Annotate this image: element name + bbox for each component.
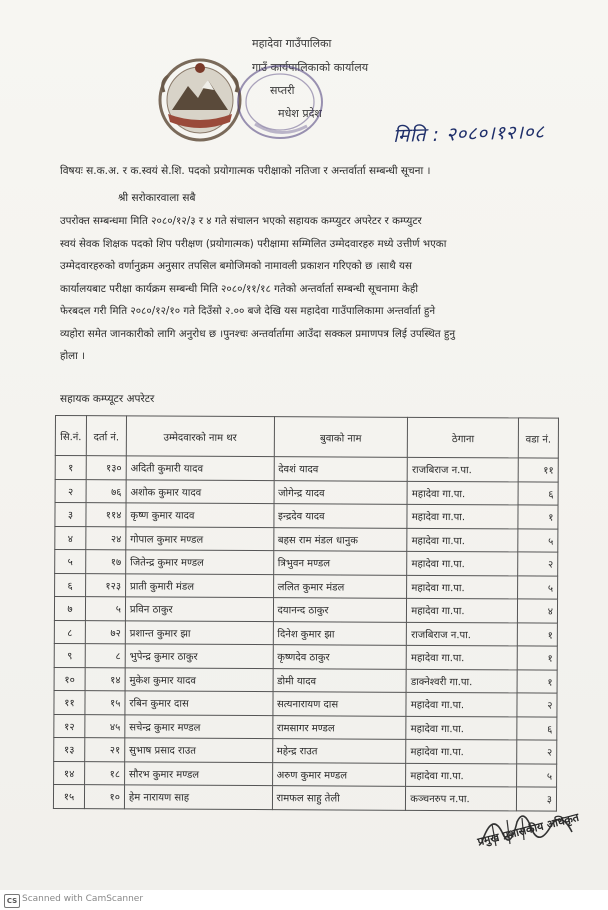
body-line: फेरबदल गरी मिति २०८०/१२/१० गते दिउँसो २.०० बजे देखि यस महादेवा गाउँपालिकामा अन्तर्वार्ता हुने bbox=[60, 305, 436, 317]
row-candidate-name: हेम नारायण साह bbox=[124, 785, 272, 809]
row-reg-no: २४ bbox=[86, 526, 126, 550]
row-reg-no: ८ bbox=[85, 644, 125, 668]
table-row bbox=[54, 643, 557, 669]
row-address: कञ्चनरुप न.पा. bbox=[406, 786, 517, 810]
row-serial: १ bbox=[55, 456, 86, 480]
row-reg-no: ७६ bbox=[86, 479, 126, 503]
row-reg-no: ११४ bbox=[86, 503, 126, 527]
row-address: महादेवा गा.पा. bbox=[406, 763, 517, 787]
row-serial: ८ bbox=[54, 620, 85, 644]
row-ward: १ bbox=[517, 669, 557, 693]
municipality-name: महादेवा गाउँपालिका bbox=[252, 37, 332, 50]
row-father-name: ललित कुमार मंडल bbox=[273, 574, 407, 598]
body-line: व्यहोरा समेत जानकारीको लागि अनुरोध छ ।पुनश्चः अन्तर्वार्तामा आउँदा सक्कल प्रमाणपत्र लिई उपस्थित हुनु bbox=[60, 327, 456, 340]
row-serial: ४ bbox=[55, 526, 86, 550]
row-serial: ९ bbox=[54, 643, 85, 667]
row-reg-no: १० bbox=[84, 785, 124, 809]
col-serial: सि.नं. bbox=[55, 416, 86, 456]
row-candidate-name: गोपाल कुमार मण्डल bbox=[126, 526, 274, 550]
table-row bbox=[55, 456, 558, 482]
row-address: महादेवा गा.पा. bbox=[406, 739, 517, 763]
row-candidate-name: मुकेश कुमार यादव bbox=[125, 667, 273, 691]
row-serial: ६ bbox=[55, 573, 86, 597]
scanner-footer bbox=[0, 890, 608, 910]
row-ward: १ bbox=[518, 505, 558, 529]
row-serial: ५ bbox=[55, 550, 86, 574]
row-reg-no: १८ bbox=[85, 761, 125, 785]
col-ward: वडा नं. bbox=[518, 418, 558, 458]
office-name: गाउँ कार्यपालिकाको कार्यालय bbox=[252, 61, 369, 74]
row-serial: १० bbox=[54, 667, 85, 691]
table-row bbox=[54, 690, 557, 716]
row-reg-no: १४ bbox=[85, 667, 125, 691]
col-address: ठेगाना bbox=[408, 417, 519, 458]
row-father-name: दयानन्द ठाकुर bbox=[273, 598, 407, 622]
row-father-name: सत्यनारायण दास bbox=[272, 692, 406, 716]
table-row bbox=[54, 597, 557, 623]
row-candidate-name: रबिन कुमार दास bbox=[125, 691, 273, 715]
table-row bbox=[55, 573, 558, 599]
table-header-row bbox=[55, 416, 558, 459]
row-address: महादेवा गा.पा. bbox=[406, 716, 517, 740]
table-row bbox=[55, 550, 558, 576]
row-address: राजबिराज न.पा. bbox=[407, 457, 518, 481]
col-candidate-name: उम्मेदवारको नाम थर bbox=[126, 416, 274, 457]
row-candidate-name: जितेन्द्र कुमार मण्डल bbox=[126, 550, 274, 574]
candidates-table bbox=[53, 415, 559, 811]
row-father-name: त्रिभुवन मण्डल bbox=[273, 551, 407, 575]
camscanner-icon: CS bbox=[4, 894, 20, 908]
section-title: सहायक कम्प्यूटर अपरेटर bbox=[60, 393, 155, 405]
row-ward: ६ bbox=[517, 716, 557, 740]
salutation: श्री सरोकारवाला सबै bbox=[118, 192, 196, 204]
row-ward: २ bbox=[518, 552, 558, 576]
row-serial: ७ bbox=[54, 597, 85, 621]
table-row bbox=[54, 620, 557, 646]
scanner-watermark: Scanned with CamScanner bbox=[22, 894, 144, 904]
row-address: महादेवा गा.पा. bbox=[407, 504, 518, 528]
row-serial: १३ bbox=[54, 737, 85, 761]
table-body bbox=[53, 456, 558, 811]
body-line: कार्यालयबाट परीक्षा कार्यक्रम सम्बन्धी मिति २०८०/११/१८ गतेको अन्तर्वार्ता सम्बन्धी सूचनामा केही bbox=[60, 282, 419, 295]
row-address: डाक्नेश्वरी गा.पा. bbox=[406, 669, 517, 693]
row-candidate-name: कृष्ण कुमार यादव bbox=[126, 503, 274, 527]
row-reg-no: १५ bbox=[85, 691, 125, 715]
row-ward: ५ bbox=[518, 575, 558, 599]
row-ward: ५ bbox=[518, 528, 558, 552]
table-row bbox=[54, 714, 557, 740]
row-ward: २ bbox=[517, 693, 557, 717]
row-serial: १२ bbox=[54, 714, 85, 738]
col-father-name: बुवाको नाम bbox=[274, 417, 408, 458]
row-address: महादेवा गा.पा. bbox=[407, 575, 518, 599]
signatory-title: प्रमुख प्रशासकीय अधिकृत bbox=[476, 810, 581, 849]
row-father-name: अरुण कुमार मण्डल bbox=[272, 762, 406, 786]
row-reg-no: ४५ bbox=[85, 714, 125, 738]
table-row bbox=[55, 526, 558, 552]
row-reg-no: १३० bbox=[86, 456, 126, 480]
table-row bbox=[54, 667, 557, 693]
province-name: मधेश प्रदेश bbox=[278, 107, 322, 120]
row-reg-no: ७२ bbox=[85, 620, 125, 644]
row-ward: ११ bbox=[518, 458, 558, 482]
body-line: उम्मेदवारहरुको वर्णानुक्रम अनुसार तपसिल बमोजिमको नामावली प्रकाशन गरिएको छ ।साथै यस bbox=[60, 260, 412, 272]
row-ward: २ bbox=[517, 740, 557, 764]
row-reg-no: १७ bbox=[86, 550, 126, 574]
row-serial: १४ bbox=[54, 761, 85, 785]
row-address: राजबिराज न.पा. bbox=[407, 622, 518, 646]
district-name: सप्तरी bbox=[270, 84, 295, 97]
row-address: महादेवा गा.पा. bbox=[406, 645, 517, 669]
row-candidate-name: अशोक कुमार यादव bbox=[126, 479, 274, 503]
row-candidate-name: भुपेन्द्र कुमार ठाकुर bbox=[125, 644, 273, 668]
row-candidate-name: सुभाष प्रसाद राउत bbox=[125, 738, 273, 762]
body-line: उपरोक्त सम्बन्धमा मिति २०८०/१२/३ र ४ गते संचालन भएको सहायक कम्प्युटर अपरेटर र कम्प्युटर bbox=[60, 215, 422, 227]
row-candidate-name: सचेन्द्र कुमार मण्डल bbox=[125, 714, 273, 738]
row-address: महादेवा गा.पा. bbox=[407, 598, 518, 622]
notice-subject: विषयः स.क.अ. र क.स्वयं से.शि. पदको प्रयोगात्मक परीक्षाको नतिजा र अन्तर्वार्ता सम्बन्धी सूचना । bbox=[60, 165, 431, 177]
row-reg-no: २१ bbox=[85, 738, 125, 762]
body-line: स्वयं सेवक शिक्षक पदको शिप परीक्षण (प्रयोगात्मक) परीक्षामा सम्मिलित उम्मेदवारहरु मध्ये उत्तीर्ण भएका bbox=[60, 237, 447, 250]
notice-date: मिति : २०८०।१२।०८ bbox=[392, 121, 545, 147]
body-line: होला । bbox=[60, 350, 85, 362]
row-address: महादेवा गा.पा. bbox=[407, 528, 518, 552]
row-ward: १ bbox=[517, 622, 557, 646]
row-candidate-name: प्राती कुमारी मंडल bbox=[125, 573, 273, 597]
row-serial: १५ bbox=[53, 784, 84, 808]
row-father-name: रामफल साहु तेली bbox=[272, 786, 406, 810]
row-address: महादेवा गा.पा. bbox=[406, 692, 517, 716]
row-ward: १ bbox=[517, 646, 557, 670]
row-father-name: दिनेश कुमार झा bbox=[273, 621, 407, 645]
table-row bbox=[55, 503, 558, 529]
col-reg-no: दर्ता नं. bbox=[86, 416, 126, 456]
row-candidate-name: प्रशान्त कुमार झा bbox=[125, 620, 273, 644]
table-row bbox=[54, 737, 557, 763]
row-father-name: महेन्द्र राउत bbox=[272, 739, 406, 763]
row-address: महादेवा गा.पा. bbox=[407, 481, 518, 505]
table-row bbox=[55, 479, 558, 505]
nepal-emblem-icon bbox=[150, 52, 250, 147]
row-ward: ४ bbox=[517, 599, 557, 623]
row-father-name: बहस राम मंडल धानुक bbox=[273, 527, 407, 551]
row-father-name: देवशं यादव bbox=[274, 457, 408, 481]
row-reg-no: ५ bbox=[85, 597, 125, 621]
row-address: महादेवा गा.पा. bbox=[407, 551, 518, 575]
table-row bbox=[54, 761, 557, 787]
row-ward: ५ bbox=[517, 763, 557, 787]
notice-body bbox=[60, 210, 560, 368]
row-father-name: इन्द्रदेव यादव bbox=[273, 504, 407, 528]
row-ward: ६ bbox=[518, 481, 558, 505]
row-candidate-name: प्रविन ठाकुर bbox=[125, 597, 273, 621]
row-reg-no: १२३ bbox=[86, 573, 126, 597]
row-candidate-name: सौरभ कुमार मण्डल bbox=[125, 761, 273, 785]
row-serial: ११ bbox=[54, 690, 85, 714]
row-serial: २ bbox=[55, 479, 86, 503]
row-father-name: कृष्णदेव ठाकुर bbox=[273, 645, 407, 669]
row-father-name: रामसागर मण्डल bbox=[272, 715, 406, 739]
row-candidate-name: अदिती कुमारी यादव bbox=[126, 456, 274, 480]
row-father-name: जोगेन्द्र यादव bbox=[274, 480, 408, 504]
row-serial: ३ bbox=[55, 503, 86, 527]
row-father-name: डोमी यादव bbox=[273, 668, 407, 692]
row-ward: ३ bbox=[516, 787, 556, 811]
